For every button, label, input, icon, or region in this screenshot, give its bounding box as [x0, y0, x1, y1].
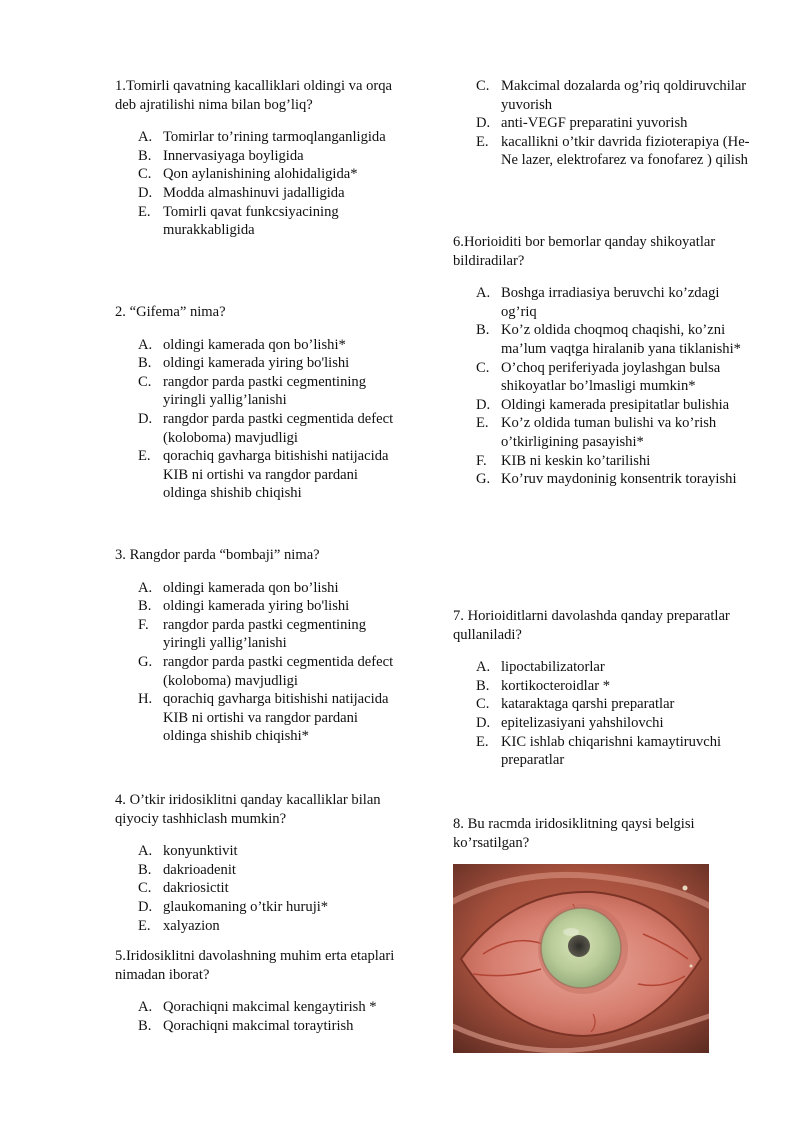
option-item — [453, 359, 753, 396]
option-letter: G. — [138, 653, 153, 670]
option-text: konyunktivit — [163, 843, 238, 860]
option-letter: E. — [138, 917, 151, 934]
option-item — [115, 147, 405, 166]
option-letter: C. — [476, 359, 490, 376]
option-item — [115, 410, 405, 447]
option-text: dakrioadenit — [163, 861, 236, 878]
option-item — [115, 336, 405, 355]
question-text: 6.Horioiditi bor bemorlar qanday shikoyatlar bildiradilar? — [453, 234, 716, 269]
option-list — [115, 998, 405, 1035]
question-text: 7. Horioiditlarni davolashda qanday preparatlar qullaniladi? — [453, 608, 730, 643]
option-letter: D. — [138, 898, 153, 915]
option-item — [453, 114, 753, 133]
option-item — [115, 579, 405, 598]
option-letter: A. — [138, 336, 153, 353]
option-text: rangdor parda pastki cegmentining yiringli yallig’lanishi — [163, 616, 367, 652]
option-letter: G. — [476, 471, 491, 488]
option-item — [453, 321, 753, 358]
option-text: Boshga irradiasiya beruvchi ko’zdagi og’riq — [501, 285, 720, 320]
option-letter: E. — [138, 203, 151, 220]
option-letter: D. — [138, 184, 153, 201]
option-text: KIB ni keskin ko’tarilishi — [501, 452, 651, 469]
option-letter: D. — [476, 396, 491, 413]
option-text: qorachiq gavharga bitishishi natijacida KIB ni ortishi va rangdor pardani oldinga shishib chiqishi — [163, 448, 389, 502]
option-item — [115, 898, 405, 917]
option-letter: E. — [138, 448, 151, 465]
option-item — [115, 1017, 405, 1036]
question-2 — [115, 303, 405, 503]
option-item — [115, 354, 405, 373]
option-item — [453, 733, 753, 770]
question-text: 5.Iridosiklitni davolashning muhim erta etaplari nimadan iborat? — [115, 948, 395, 983]
option-list — [453, 284, 753, 489]
option-item — [453, 414, 753, 451]
option-letter: A. — [138, 129, 153, 146]
question-8 — [453, 815, 753, 852]
option-item — [115, 373, 405, 410]
option-text: rangdor parda pastki cegmentida defect (koloboma) mavjudligi — [163, 653, 394, 689]
option-item — [115, 597, 405, 616]
option-item — [115, 616, 405, 653]
question-5-continued — [453, 77, 753, 170]
option-item — [453, 284, 753, 321]
option-text: Qorachiqni makcimal kengaytirish * — [163, 999, 377, 1016]
question-4 — [115, 791, 405, 935]
option-item — [453, 695, 753, 714]
option-item — [115, 184, 405, 203]
option-item — [115, 842, 405, 861]
option-letter: C. — [138, 373, 152, 390]
option-letter: E. — [476, 415, 489, 432]
option-item — [115, 861, 405, 880]
option-text: Ko’ruv maydoninig konsentrik torayishi — [501, 471, 737, 488]
question-1 — [115, 77, 405, 240]
eye-photo — [453, 864, 709, 1053]
option-letter: A. — [138, 999, 153, 1016]
option-text: Tomirli qavat funkcsiyacining murakkabligida — [163, 203, 339, 239]
option-text: Ko’z oldida tuman bulishi va ko’rish o’tkirligining pasayishi* — [501, 415, 717, 450]
option-text: Modda almashinuvi jadalligida — [163, 184, 345, 201]
option-letter: F. — [138, 616, 149, 633]
option-item — [115, 447, 405, 503]
option-text: dakriosictit — [163, 880, 229, 897]
option-text: glaukomaning o’tkir huruji* — [163, 898, 329, 915]
option-item — [115, 690, 405, 746]
option-letter: B. — [138, 147, 152, 164]
option-text: lipoctabilizatorlar — [501, 659, 605, 676]
option-text: Qon aylanishining alohidaligida* — [163, 166, 358, 183]
option-item — [115, 998, 405, 1017]
option-item — [453, 452, 753, 471]
question-6 — [453, 233, 753, 489]
option-item — [453, 470, 753, 489]
option-letter: E. — [476, 133, 489, 150]
question-7 — [453, 607, 753, 770]
option-text: oldingi kamerada yiring bo'lishi — [163, 598, 350, 615]
option-letter: A. — [476, 659, 491, 676]
option-list — [115, 128, 405, 240]
option-list — [115, 579, 405, 746]
option-item — [453, 714, 753, 733]
option-text: Qorachiqni makcimal toraytirish — [163, 1017, 354, 1034]
option-letter: A. — [138, 579, 153, 596]
option-text: kortikocteroidlar * — [501, 677, 611, 694]
option-letter: H. — [138, 691, 153, 708]
option-text: oldingi kamerada qon bo’lishi — [163, 579, 339, 596]
option-text: Tomirlar to’rining tarmoqlanganligida — [163, 129, 386, 146]
option-letter: B. — [138, 355, 152, 372]
option-letter: A. — [138, 843, 153, 860]
option-item — [453, 396, 753, 415]
option-item — [453, 77, 753, 114]
option-letter: E. — [476, 733, 489, 750]
option-item — [115, 128, 405, 147]
option-list — [453, 77, 753, 170]
option-text: anti-VEGF preparatini yuvorish — [501, 115, 688, 132]
option-text: oldingi kamerada qon bo’lishi* — [163, 336, 346, 353]
option-letter: C. — [476, 78, 490, 94]
question-text: 8. Bu racmda iridosiklitning qaysi belgisi ko’rsatilgan? — [453, 816, 695, 851]
option-text: oldingi kamerada yiring bo'lishi — [163, 355, 350, 372]
option-list — [453, 658, 753, 770]
option-text: xalyazion — [163, 917, 220, 934]
option-item — [453, 133, 753, 170]
question-text: 2. “Gifema” nima? — [115, 304, 226, 320]
question-text: 4. O’tkir iridosiklitni qanday kacalliklar bilan qiyociy tashhiclash mumkin? — [115, 792, 381, 827]
option-text: Makcimal dozalarda og’riq qoldiruvchilar yuvorish — [501, 78, 747, 113]
option-letter: F. — [476, 452, 487, 469]
option-letter: D. — [476, 115, 491, 132]
option-item — [115, 165, 405, 184]
option-letter: D. — [476, 714, 491, 731]
option-text: rangdor parda pastki cegmentining yiringli yallig’lanishi — [163, 373, 367, 409]
option-text: KIC ishlab chiqarishni kamaytiruvchi preparatlar — [501, 733, 722, 769]
option-letter: B. — [138, 1017, 152, 1034]
option-item — [115, 879, 405, 898]
option-item — [115, 653, 405, 690]
option-text: Innervasiyaga boyligida — [163, 147, 304, 164]
option-list — [115, 336, 405, 503]
option-letter: B. — [476, 322, 490, 339]
option-text: epitelizasiyani yahshilovchi — [501, 714, 664, 731]
option-text: rangdor parda pastki cegmentida defect (koloboma) mavjudligi — [163, 410, 394, 446]
option-letter: B. — [138, 861, 152, 878]
option-text: O’choq periferiyada joylashgan bulsa shikoyatlar bo’lmasligi mumkin* — [501, 359, 721, 395]
option-text: qorachiq gavharga bitishishi natijacida KIB ni ortishi va rangdor pardani oldinga shishib chiqishi* — [163, 691, 389, 745]
option-item — [115, 917, 405, 936]
option-item — [453, 658, 753, 677]
option-letter: C. — [138, 166, 152, 183]
question-5 — [115, 947, 405, 1035]
option-letter: B. — [138, 598, 152, 615]
question-3 — [115, 546, 405, 746]
option-text: kacallikni o’tkir davrida fizioterapiya (He-Ne lazer, elektrofarez va fonofarez ) qilish — [501, 133, 750, 169]
option-letter: C. — [476, 696, 490, 713]
option-letter: A. — [476, 285, 491, 302]
option-letter: D. — [138, 410, 153, 427]
option-letter: B. — [476, 677, 490, 694]
option-text: Oldingi kamerada presipitatlar bulishia — [501, 396, 730, 413]
option-text: Ko’z oldida choqmoq chaqishi, ko’zni ma’lum vaqtga hiralanib yana tiklanishi* — [501, 322, 741, 357]
option-item — [115, 203, 405, 240]
option-item — [453, 677, 753, 696]
option-list — [115, 842, 405, 935]
option-text: kataraktaga qarshi preparatlar — [501, 696, 675, 713]
question-text: 1.Tomirli qavatning kacalliklari oldingi va orqa deb ajratilishi nima bilan bog’liq? — [115, 78, 392, 113]
question-text: 3. Rangdor parda “bombaji” nima? — [115, 547, 320, 563]
option-letter: C. — [138, 880, 152, 897]
